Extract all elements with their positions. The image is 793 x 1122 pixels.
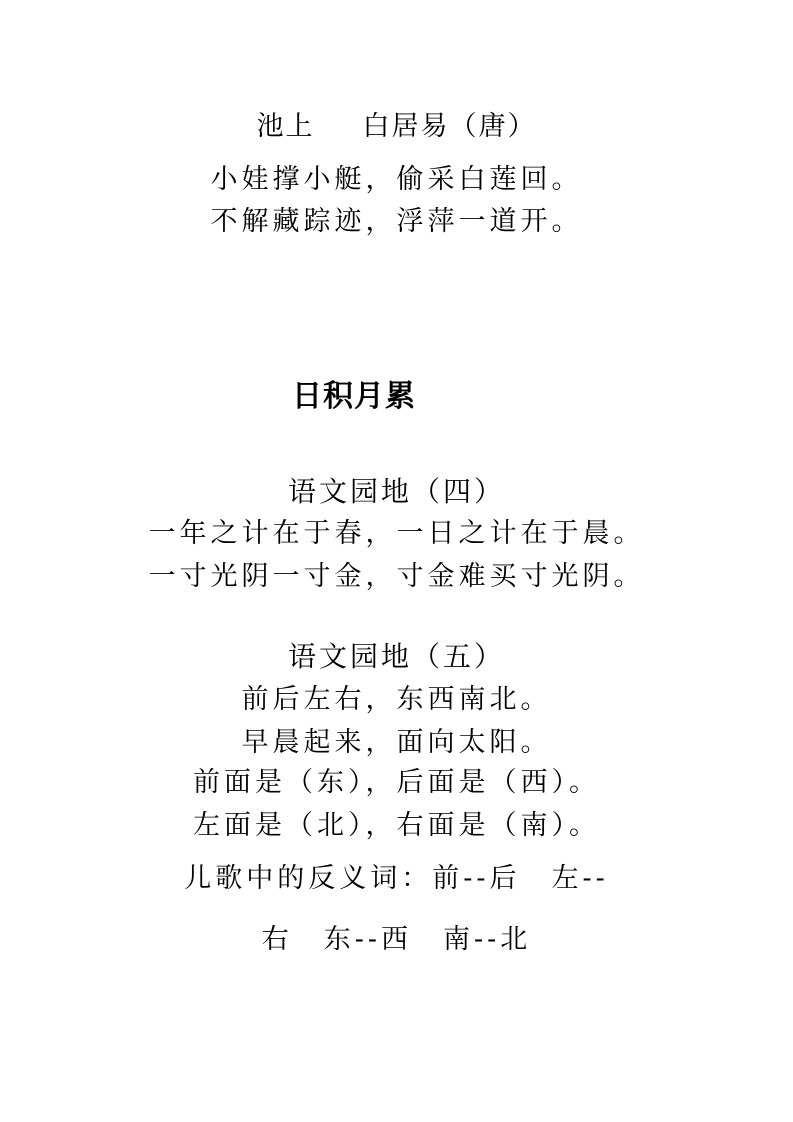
section-heading: 日积月累	[292, 379, 416, 414]
poem-line-1: 小娃撑小艇，偷采白莲回。	[210, 164, 583, 195]
poem-line-2: 不解藏踪迹，浮萍一道开。	[210, 206, 583, 237]
antonyms-line-2: 右 东--西 南--北	[261, 924, 532, 955]
garden4-line-2: 一寸光阴一寸金，寸金难买寸光阴。	[148, 561, 645, 592]
antonyms-line-1: 儿歌中的反义词：前--后 左--	[184, 863, 609, 894]
poem-title-line	[0, 113, 793, 140]
garden4-line-1: 一年之计在于春，一日之计在于晨。	[148, 518, 645, 549]
garden5-line-1: 前后左右，东西南北。	[241, 684, 552, 715]
garden5-title: 语文园地（五）	[287, 640, 505, 673]
poem-author: 白居易（唐）	[362, 111, 537, 142]
garden5-line-4: 左面是（北），右面是（南）。	[193, 810, 600, 841]
garden5-line-3: 前面是（东），后面是（西）。	[193, 767, 600, 798]
poem-title: 池上	[256, 111, 315, 142]
garden5-line-2: 早晨起来，面向太阳。	[241, 727, 552, 758]
garden4-title: 语文园地（四）	[287, 475, 505, 508]
